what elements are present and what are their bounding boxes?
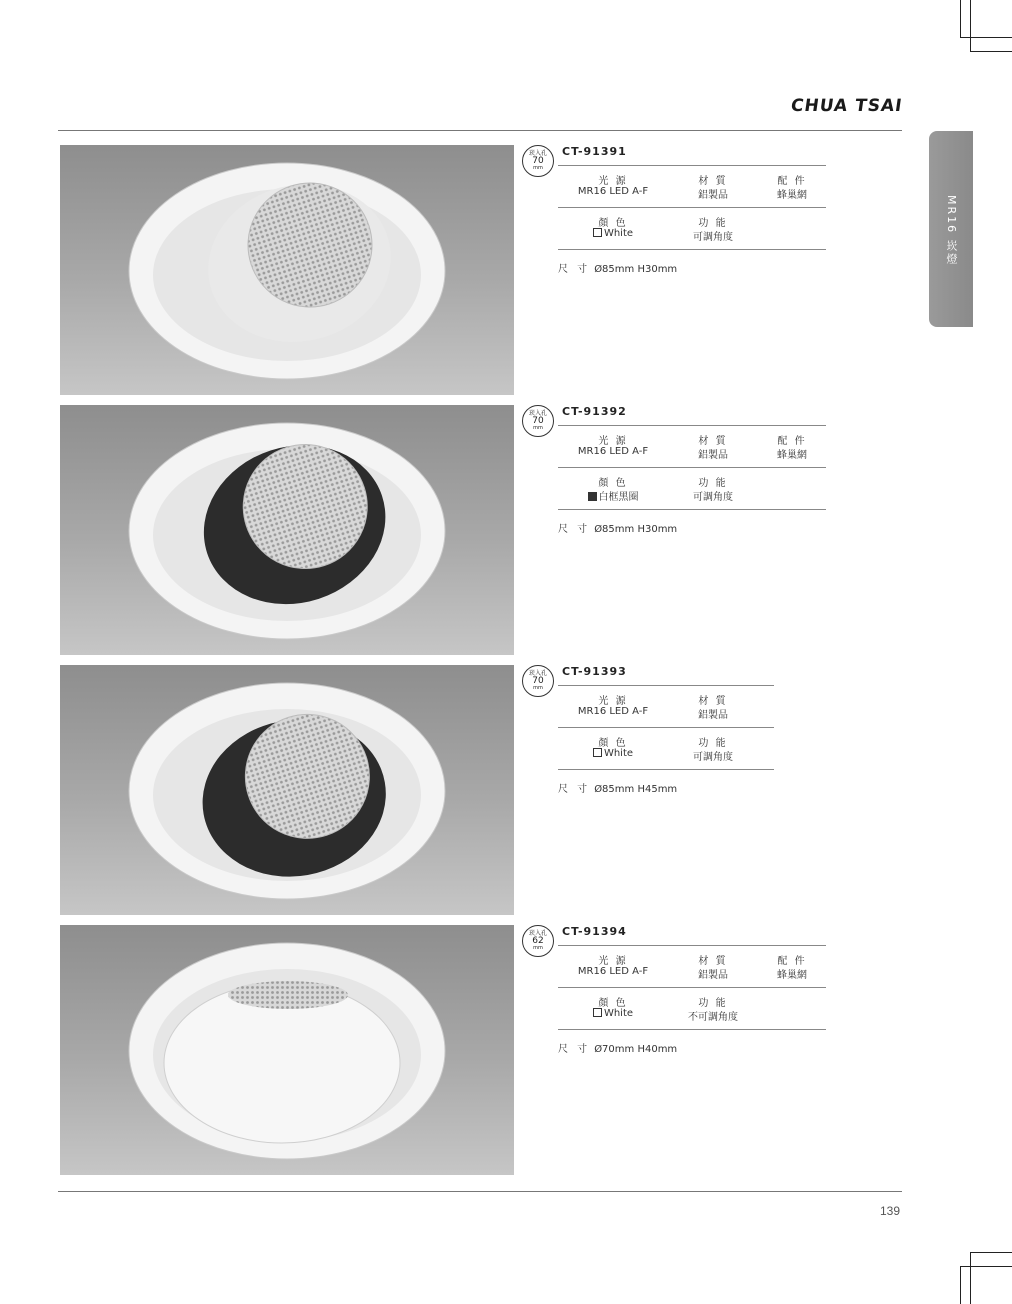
material-value: 鋁製品 [698, 450, 728, 461]
cutout-badge [522, 145, 554, 177]
accessory-value: 蜂巢網 [777, 450, 807, 461]
product-photo [60, 925, 514, 1175]
light-source-value: MR16 LED A-F [577, 446, 649, 457]
spec-row [558, 988, 826, 1030]
cutout-badge [522, 405, 554, 437]
product-card [0, 925, 1012, 1175]
spec-table [558, 685, 774, 770]
function-value: 可調角度 [693, 752, 733, 763]
downlight-illustration [60, 145, 514, 395]
accessory [758, 426, 826, 461]
product-card [0, 405, 1012, 655]
cutout-label: 崁入孔 [528, 410, 547, 417]
downlight-illustration [60, 925, 514, 1175]
cutout-value: 70 [532, 416, 544, 426]
cutout-label: 崁入孔 [528, 150, 547, 157]
color-swatch-icon [588, 492, 597, 501]
color-value: White [558, 228, 668, 239]
size-value: Ø85mm H30mm [594, 524, 678, 535]
color [558, 728, 668, 759]
spec-row [558, 166, 826, 208]
light-source-header: 光 源 [598, 436, 628, 447]
material [668, 946, 758, 981]
light-source [558, 686, 668, 717]
product-code: CT-91393 [562, 665, 627, 678]
accessory-header: 配 件 [777, 956, 807, 967]
color-header: 顏 色 [598, 998, 628, 1009]
light-source-header: 光 源 [598, 956, 628, 967]
accessory-header: 配 件 [777, 176, 807, 187]
cutout-unit: mm [533, 425, 543, 431]
light-source-header: 光 源 [598, 176, 628, 187]
color [558, 208, 668, 239]
material-value: 鋁製品 [698, 190, 728, 201]
crop-mark [970, 1252, 1012, 1253]
function-value: 不可調角度 [688, 1012, 738, 1023]
brand-logo: CHUA TSAI [789, 96, 904, 116]
cutout-unit: mm [533, 685, 543, 691]
size-line [558, 1040, 677, 1055]
function [668, 208, 758, 243]
material-header: 材 質 [698, 436, 728, 447]
material-value: 鋁製品 [698, 710, 728, 721]
color-header: 顏 色 [598, 478, 628, 489]
color-value: White [558, 1008, 668, 1019]
cutout-badge [522, 925, 554, 957]
crop-mark [970, 1252, 971, 1304]
function-value: 可調角度 [693, 492, 733, 503]
material-value: 鋁製品 [698, 970, 728, 981]
material [668, 686, 758, 721]
spec-row [558, 426, 826, 468]
cutout-label: 崁入孔 [528, 670, 547, 677]
crop-mark [960, 0, 961, 38]
function-value: 可調角度 [693, 232, 733, 243]
spec-row [558, 728, 774, 770]
page-number: 139 [879, 1204, 900, 1218]
crop-mark [960, 1266, 961, 1304]
color-swatch-icon [593, 1008, 602, 1017]
size-line [558, 520, 677, 535]
accessory [758, 946, 826, 981]
light-source-value: MR16 LED A-F [577, 706, 649, 717]
spec-row [558, 946, 826, 988]
product-photo [60, 145, 514, 395]
cutout-value: 70 [532, 676, 544, 686]
product-card [0, 665, 1012, 915]
product-photo [60, 405, 514, 655]
size-label: 尺 寸 [558, 524, 591, 535]
accessory-value: 蜂巢網 [777, 970, 807, 981]
header-rule [58, 130, 902, 131]
cutout-unit: mm [533, 945, 543, 951]
color-value: 白框黑圈 [558, 488, 668, 503]
function [668, 468, 758, 503]
light-source-value: MR16 LED A-F [577, 186, 649, 197]
light-source [558, 166, 668, 197]
light-source [558, 946, 668, 977]
spec-row [558, 686, 774, 728]
footer-rule [58, 1191, 902, 1192]
color-swatch-icon [593, 228, 602, 237]
downlight-illustration [60, 405, 514, 655]
function [668, 728, 758, 763]
product-code: CT-91391 [562, 145, 627, 158]
light-source [558, 426, 668, 457]
crop-mark [970, 0, 971, 52]
cutout-unit: mm [533, 165, 543, 171]
size-label: 尺 寸 [558, 1044, 591, 1055]
crop-mark [960, 1266, 1012, 1267]
cutout-badge [522, 665, 554, 697]
color [558, 988, 668, 1019]
side-tab-label: MR16 崁燈 [945, 195, 958, 266]
function-header: 功 能 [698, 738, 728, 749]
accessory-header: 配 件 [777, 436, 807, 447]
product-photo [60, 665, 514, 915]
color-swatch-icon [593, 748, 602, 757]
size-line [558, 780, 677, 795]
color-value: White [558, 748, 668, 759]
color [558, 468, 668, 503]
color-header: 顏 色 [598, 738, 628, 749]
function-header: 功 能 [698, 998, 728, 1009]
size-label: 尺 寸 [558, 784, 591, 795]
light-source-value: MR16 LED A-F [577, 966, 649, 977]
size-value: Ø85mm H45mm [594, 784, 678, 795]
product-code: CT-91394 [562, 925, 627, 938]
spec-table [558, 425, 826, 510]
light-source-header: 光 源 [598, 696, 628, 707]
product-card [0, 145, 1012, 395]
material [668, 166, 758, 201]
crop-mark [960, 37, 1012, 38]
cutout-value: 62 [532, 936, 544, 946]
function-header: 功 能 [698, 218, 728, 229]
crop-mark [970, 51, 1012, 52]
spec-table [558, 945, 826, 1030]
size-line [558, 260, 677, 275]
material-header: 材 質 [698, 176, 728, 187]
downlight-illustration [60, 665, 514, 915]
size-value: Ø70mm H40mm [594, 1044, 678, 1055]
size-value: Ø85mm H30mm [594, 264, 678, 275]
spec-table [558, 165, 826, 250]
size-label: 尺 寸 [558, 264, 591, 275]
material-header: 材 質 [698, 956, 728, 967]
cutout-label: 崁入孔 [528, 930, 547, 937]
cutout-value: 70 [532, 156, 544, 166]
function [668, 988, 758, 1023]
material [668, 426, 758, 461]
spec-row [558, 208, 826, 250]
accessory [758, 166, 826, 201]
material-header: 材 質 [698, 696, 728, 707]
spec-row [558, 468, 826, 510]
color-header: 顏 色 [598, 218, 628, 229]
function-header: 功 能 [698, 478, 728, 489]
product-code: CT-91392 [562, 405, 627, 418]
accessory-value: 蜂巢網 [777, 190, 807, 201]
